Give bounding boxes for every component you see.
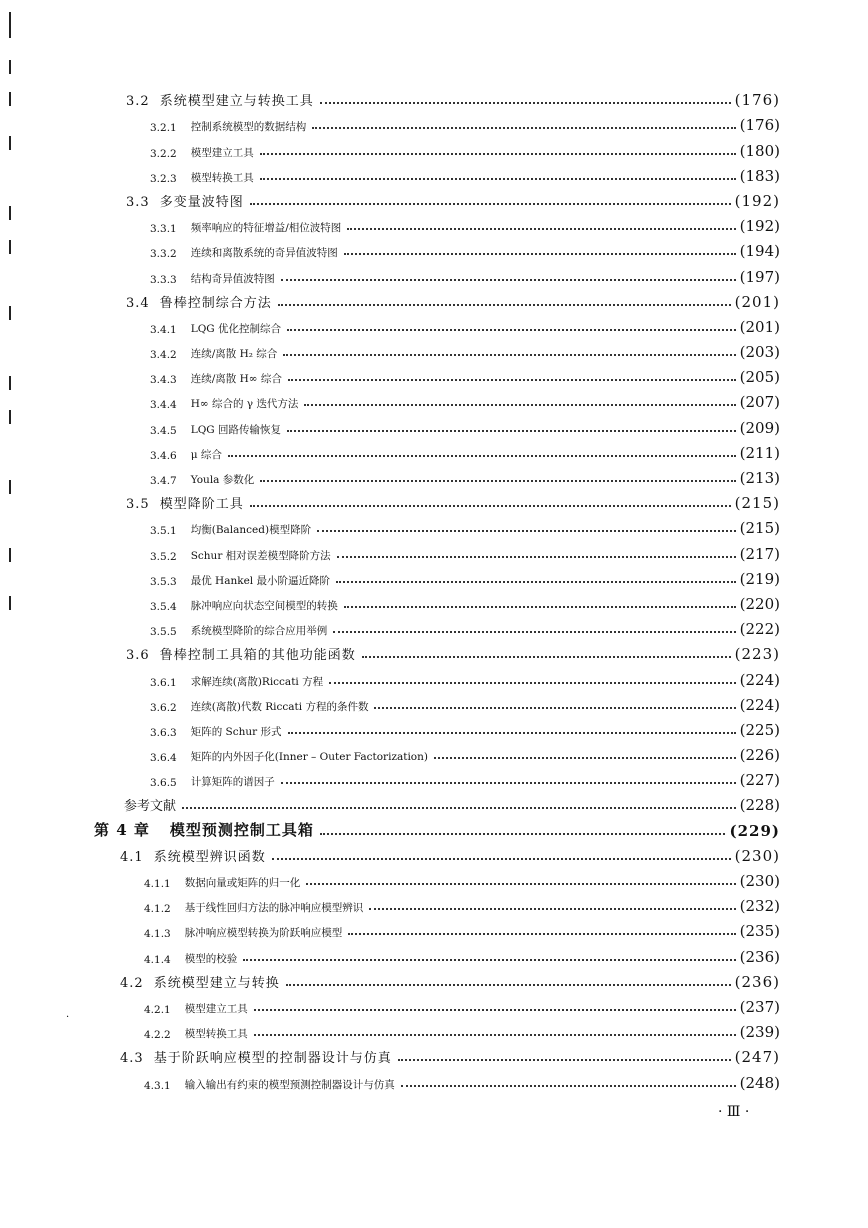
- toc-entry-title: μ 综合: [190, 448, 222, 461]
- toc-entry-title: 基于线性回归方法的脉冲响应模型辨识: [184, 902, 364, 915]
- toc-entry-number: 3.5.4: [150, 600, 177, 613]
- toc-entry-page: (201): [739, 317, 780, 336]
- toc-entry-page: (225): [739, 720, 780, 739]
- toc-entry-page: (222): [739, 620, 780, 639]
- toc-entry-number: 3.4.4: [150, 399, 177, 412]
- toc-entry-title: 脉冲响应向状态空间模型的转换: [190, 599, 338, 612]
- toc-entry-number: 3.4.5: [150, 424, 177, 437]
- toc-entry-page: (215): [739, 519, 780, 538]
- toc-entry-number: 3.5.3: [150, 575, 177, 588]
- dot-leader: [320, 833, 726, 835]
- toc-entry-page: (219): [739, 569, 780, 588]
- toc-entry-title: 模型转换工具: [190, 171, 254, 184]
- toc-entry-page: (213): [739, 469, 780, 487]
- toc-entry[interactable]: [0, 311, 868, 336]
- toc-entry[interactable]: [0, 437, 868, 462]
- toc-entry-page: (226): [739, 746, 780, 765]
- toc-entry-title: 均衡(Balanced)模型降阶: [190, 524, 312, 537]
- dot-leader: [401, 1085, 736, 1087]
- toc-entry[interactable]: [0, 714, 868, 739]
- dot-leader: [281, 279, 736, 281]
- toc-entry-title: 矩阵的内外因子化(Inner – Outer Factorization): [190, 751, 428, 764]
- toc-entry-number: 3.3.3: [150, 273, 177, 286]
- dot-leader: [260, 178, 736, 180]
- dot-leader: [304, 404, 735, 406]
- dot-leader: [288, 732, 736, 734]
- toc-entry-page: (192): [734, 191, 780, 210]
- toc-entry-number: 3.6: [126, 648, 150, 664]
- toc-entry-number: 3.5.2: [150, 550, 177, 563]
- toc-entry[interactable]: [0, 915, 868, 940]
- toc-entry-page: (228): [739, 796, 780, 815]
- toc-entry[interactable]: [0, 84, 868, 109]
- toc-entry-page: (176): [734, 91, 780, 110]
- toc-entry-number: 3.6.2: [150, 701, 177, 714]
- toc-entry-number: 3.5.1: [150, 525, 177, 538]
- toc-entry[interactable]: [0, 940, 868, 965]
- toc-entry-number: 3.4: [126, 295, 150, 311]
- toc-entry-title: 控制系统模型的数据结构: [190, 121, 307, 134]
- toc-entry-number: 3.4.6: [150, 449, 177, 462]
- toc-entry-page: (247): [734, 1048, 780, 1067]
- toc-entry[interactable]: [0, 185, 868, 210]
- toc-entry-number: 3.6.1: [150, 676, 177, 689]
- toc-entry-number: 3.2: [126, 94, 150, 110]
- toc-entry-page: (183): [739, 166, 780, 185]
- toc-entry[interactable]: [0, 1016, 868, 1041]
- toc-entry[interactable]: [0, 663, 868, 688]
- toc-entry[interactable]: [0, 689, 868, 714]
- toc-entry-page: (176): [739, 116, 780, 135]
- toc-entry-number: 3.3.1: [150, 223, 177, 236]
- toc-entry-number: 3.3.2: [150, 248, 177, 261]
- dot-leader: [398, 1059, 731, 1061]
- toc-entry-title: 鲁棒控制工具箱的其他功能函数: [159, 648, 356, 664]
- dot-leader: [278, 304, 731, 306]
- toc-entry[interactable]: [0, 286, 868, 311]
- dot-leader: [260, 480, 735, 482]
- toc-entry-number: 3.2.2: [150, 147, 177, 160]
- toc-entry-title: 系统模型降阶的综合应用举例: [190, 625, 328, 638]
- dot-leader: [333, 631, 735, 633]
- toc-entry-number: 第 4 章: [94, 820, 150, 839]
- toc-entry-title: LQG 优化控制综合: [190, 322, 282, 335]
- toc-entry-number: 3.3: [126, 194, 150, 210]
- toc-entry-page: (236): [739, 947, 780, 966]
- dot-leader: [337, 556, 736, 558]
- toc-entry-page: (211): [739, 443, 780, 462]
- toc-entry-page: (215): [734, 494, 780, 513]
- toc-entry[interactable]: [0, 865, 868, 890]
- toc-entry-number: 4.2.1: [144, 1003, 171, 1016]
- toc-entry[interactable]: [0, 638, 868, 663]
- toc-entry[interactable]: [0, 739, 868, 764]
- toc-entry[interactable]: [0, 1041, 868, 1066]
- dot-leader: [286, 984, 731, 986]
- toc-entry-page: (203): [739, 343, 780, 362]
- toc-entry[interactable]: [0, 991, 868, 1016]
- toc-entry-title: 连续和离散系统的奇异值波特图: [190, 247, 338, 260]
- toc-entry-page: (180): [739, 141, 780, 160]
- dot-leader: [362, 656, 731, 658]
- toc-entry[interactable]: [0, 361, 868, 386]
- toc-entry[interactable]: [0, 336, 868, 361]
- toc-entry[interactable]: [0, 210, 868, 235]
- toc-entry-title: Schur 相对误差模型降阶方法: [190, 549, 331, 562]
- toc-entry[interactable]: [0, 1066, 868, 1091]
- toc-entry-page: (224): [739, 670, 780, 689]
- toc-entry-page: (230): [739, 872, 780, 890]
- toc-entry-page: (237): [739, 997, 780, 1016]
- toc-entry-title: 系统模型辨识函数: [153, 849, 266, 865]
- toc-entry-title: 求解连续(离散)Riccati 方程: [190, 675, 324, 688]
- toc-entry-title: 结构奇异值波特图: [190, 272, 275, 285]
- toc-entry-number: 3.4.2: [150, 349, 177, 362]
- toc-entry-number: 4.1.2: [144, 903, 171, 916]
- toc-entry-page: (229): [729, 821, 780, 840]
- toc-entry-title: 多变量波特图: [159, 194, 244, 210]
- toc-entry[interactable]: [0, 512, 868, 537]
- dot-leader: [320, 102, 731, 104]
- toc-entry-title: 连续/离散 H∞ 综合: [190, 373, 282, 386]
- dot-leader: [272, 858, 731, 860]
- dot-leader: [306, 883, 735, 885]
- toc-entry[interactable]: [0, 764, 868, 789]
- scan-edge-mark: [9, 12, 11, 38]
- toc-entry[interactable]: [0, 890, 868, 915]
- toc-entry-number: 4.3.1: [144, 1079, 171, 1092]
- dot-leader: [336, 581, 736, 583]
- toc-entry[interactable]: [0, 613, 868, 638]
- toc-entry[interactable]: [0, 109, 868, 134]
- toc-entry-number: 3.4.3: [150, 374, 177, 387]
- toc-entry-title: H∞ 综合的 γ 迭代方法: [190, 398, 299, 411]
- toc-entry-page: (220): [739, 594, 780, 613]
- toc-entry[interactable]: [0, 260, 868, 285]
- toc-entry-number: 3.2.1: [150, 122, 177, 135]
- toc-entry-page: (192): [739, 217, 780, 236]
- dot-leader: [243, 959, 735, 961]
- toc-entry-title: LQG 回路传输恢复: [190, 423, 282, 436]
- dot-leader: [287, 329, 736, 331]
- toc-entry-title: 脉冲响应模型转换为阶跃响应模型: [184, 927, 343, 940]
- toc-entry[interactable]: [0, 487, 868, 512]
- dot-leader: [344, 253, 736, 255]
- toc-entry-title: 输入输出有约束的模型预测控制器设计与仿真: [184, 1078, 395, 1091]
- toc-entry[interactable]: [0, 386, 868, 411]
- toc-entry-number: 3.4.1: [150, 323, 177, 336]
- dot-leader: [182, 807, 736, 809]
- toc-entry-page: (230): [734, 846, 780, 865]
- toc-entry[interactable]: [0, 840, 868, 865]
- dot-leader: [434, 757, 736, 759]
- toc-entry-title: 计算矩阵的谱因子: [190, 776, 275, 789]
- stray-mark: ·: [66, 1012, 70, 1023]
- toc-entry-number: 4.1: [120, 849, 144, 865]
- toc-entry[interactable]: [0, 160, 868, 185]
- toc-entry-page: (227): [739, 771, 780, 790]
- page-folio: · Ⅲ ·: [718, 1104, 750, 1120]
- toc-entry[interactable]: [0, 814, 868, 839]
- toc-entry-title: 模型转换工具: [184, 1028, 248, 1041]
- dot-leader: [281, 782, 736, 784]
- toc-entry-page: (209): [739, 418, 780, 437]
- toc-entry[interactable]: [0, 235, 868, 260]
- toc-entry-title: 连续/离散 H₂ 综合: [190, 348, 278, 361]
- dot-leader: [329, 682, 736, 684]
- toc-entry-page: (201): [734, 292, 780, 311]
- dot-leader: [283, 354, 735, 356]
- toc-entry-number: 3.5.5: [150, 626, 177, 639]
- toc-entry-number: 3.2.3: [150, 172, 177, 185]
- toc-entry[interactable]: [0, 537, 868, 562]
- dot-leader: [287, 430, 736, 432]
- toc-entry-page: (236): [734, 972, 780, 991]
- dot-leader: [228, 455, 736, 457]
- toc-entry-title: Youla 参数化: [190, 474, 255, 486]
- dot-leader: [288, 379, 736, 381]
- toc-entry-page: (224): [739, 695, 780, 714]
- toc-entry-page: (207): [739, 393, 780, 412]
- toc-entry[interactable]: [0, 134, 868, 159]
- dot-leader: [348, 933, 735, 935]
- toc-entry-page: (239): [739, 1023, 780, 1042]
- toc-entry-title: 频率响应的特征增益/相位波特图: [190, 222, 342, 235]
- toc-entry-title: 系统模型建立与转换工具: [159, 94, 314, 110]
- dot-leader: [312, 127, 735, 129]
- toc-entry[interactable]: [0, 462, 868, 487]
- scan-edge-mark: [9, 60, 11, 74]
- toc-entry[interactable]: [0, 588, 868, 613]
- toc-entry-title: 系统模型建立与转换: [153, 975, 280, 991]
- toc-entry-title: 模型降阶工具: [159, 497, 244, 513]
- toc-entry-number: 3.6.3: [150, 726, 177, 739]
- toc-entry-page: (194): [739, 242, 780, 261]
- toc-entry[interactable]: [0, 411, 868, 436]
- toc-entry[interactable]: [0, 563, 868, 588]
- dot-leader: [369, 908, 735, 910]
- toc-entry-page: (248): [739, 1073, 780, 1092]
- toc-entry-title: 模型建立工具: [184, 1002, 248, 1015]
- toc-entry-title: 连续(离散)代数 Riccati 方程的条件数: [190, 700, 369, 713]
- dot-leader: [254, 1034, 736, 1036]
- toc-entry-title: 数据向量或矩阵的归一化: [184, 877, 301, 889]
- table-of-contents: [0, 84, 868, 1092]
- toc-entry-page: (197): [739, 267, 780, 286]
- toc-entry-number: 3.6.5: [150, 777, 177, 790]
- toc-entry-number: 3.6.4: [150, 752, 177, 765]
- toc-entry-number: 4.2.2: [144, 1029, 171, 1042]
- toc-entry-title: 矩阵的 Schur 形式: [190, 725, 282, 738]
- dot-leader: [250, 505, 731, 507]
- toc-entry-title: 基于阶跃响应模型的控制器设计与仿真: [153, 1051, 392, 1067]
- toc-entry-title: 鲁棒控制综合方法: [159, 295, 272, 311]
- dot-leader: [317, 530, 736, 532]
- dot-leader: [344, 606, 736, 608]
- toc-entry[interactable]: [0, 789, 868, 814]
- toc-entry-page: (232): [739, 897, 780, 916]
- toc-entry-title: 最优 Hankel 最小阶逼近降阶: [190, 574, 331, 587]
- dot-leader: [260, 153, 736, 155]
- toc-entry-title: 模型建立工具: [190, 146, 254, 159]
- toc-entry-number: 3.4.7: [150, 475, 177, 487]
- toc-entry-page: (223): [734, 645, 780, 664]
- dot-leader: [374, 707, 735, 709]
- toc-entry-number: 4.1.4: [144, 953, 171, 966]
- toc-entry-number: 4.3: [120, 1051, 144, 1067]
- toc-entry-title: 模型的校验: [184, 952, 238, 965]
- toc-entry-number: 3.5: [126, 497, 150, 513]
- toc-entry[interactable]: [0, 966, 868, 991]
- dot-leader: [250, 203, 731, 205]
- toc-entry-number: 4.2: [120, 975, 144, 991]
- dot-leader: [254, 1009, 736, 1011]
- toc-entry-page: (217): [739, 544, 780, 563]
- dot-leader: [347, 228, 735, 230]
- toc-entry-number: 4.1.1: [144, 878, 171, 890]
- toc-entry-page: (235): [739, 922, 780, 941]
- toc-entry-title: 模型预测控制工具箱: [169, 820, 314, 839]
- toc-entry-page: (205): [739, 368, 780, 387]
- toc-entry-title: 参考文献: [124, 799, 177, 815]
- toc-entry-number: 4.1.3: [144, 928, 171, 941]
